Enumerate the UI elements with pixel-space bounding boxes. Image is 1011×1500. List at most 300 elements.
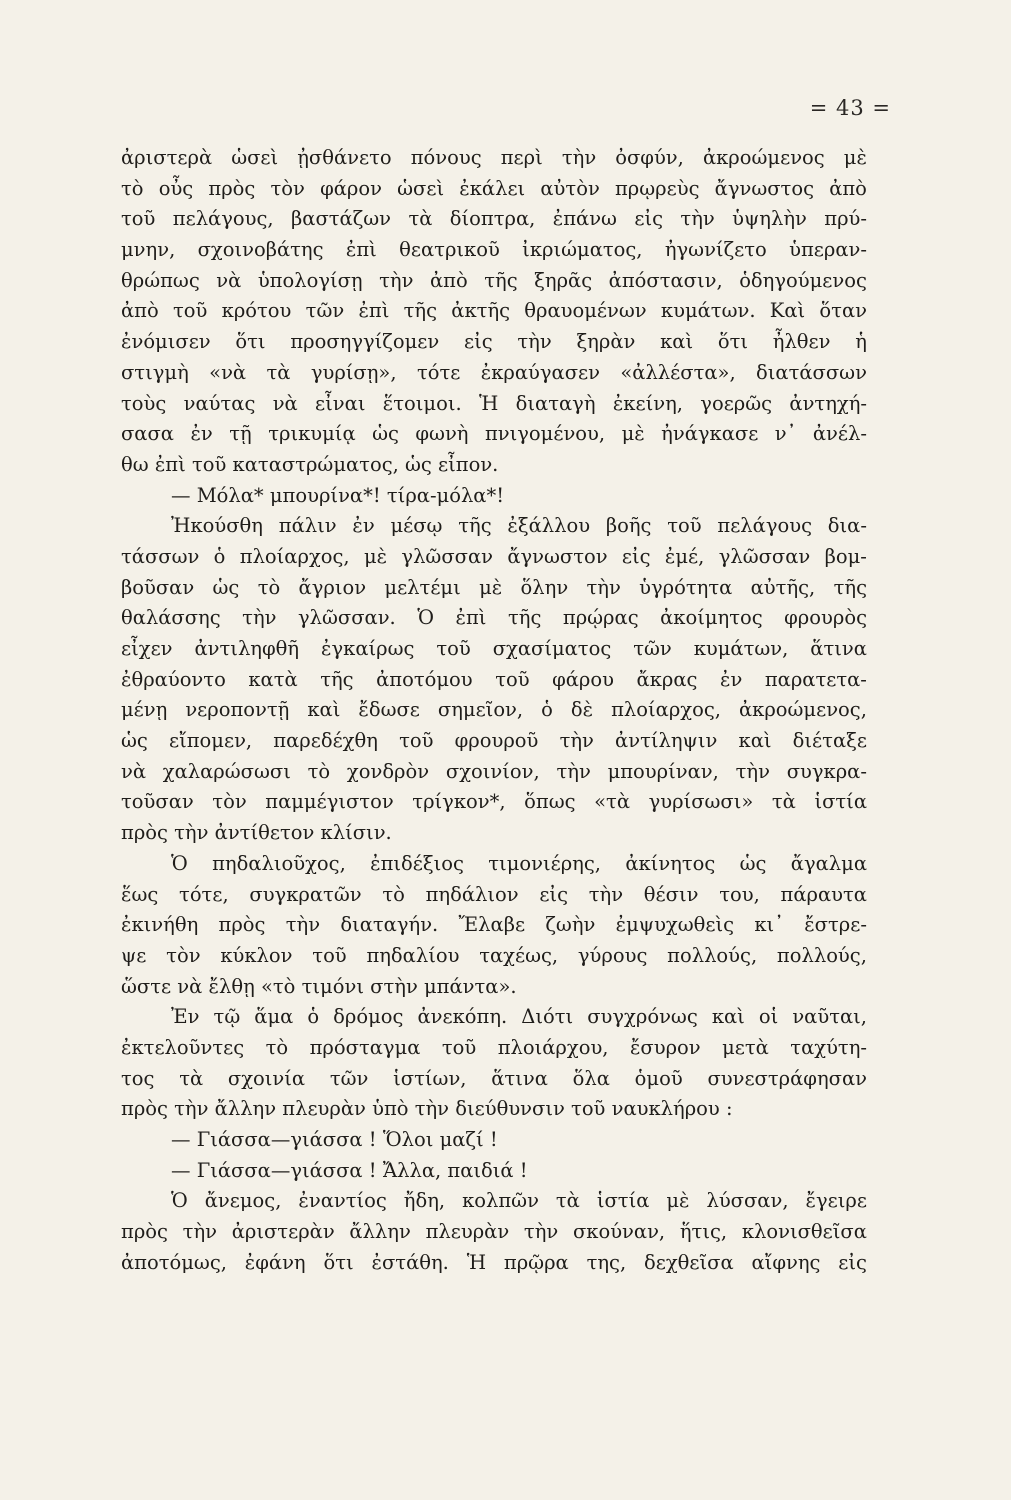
word: τὸ (121, 176, 144, 200)
word: συγχρόνως (587, 1005, 698, 1029)
word: τῆς (458, 514, 492, 538)
word: ἀπόστασιν, (608, 268, 723, 292)
word: εἶναι (315, 391, 366, 415)
word: τὴν (680, 207, 715, 231)
word: Ἐν (171, 1005, 200, 1029)
word: ἕτοιμοι. (382, 391, 462, 415)
word: ὀσφύν, (615, 146, 684, 169)
word: νὰ (272, 391, 298, 415)
word: ὅπως (524, 790, 576, 814)
word: ἦλθεν (772, 330, 831, 354)
word: θρώπως (121, 268, 200, 292)
word: ἥτις, (679, 1220, 728, 1244)
word: πρῳρεὺς (614, 176, 700, 200)
word: πρῷρα (503, 1250, 569, 1274)
word: χαλαρώσωσι (162, 759, 291, 783)
text-line (121, 665, 867, 696)
word: ἀποτόμως, (121, 1250, 227, 1274)
word: δια- (827, 514, 867, 538)
word: τιμονιέρης, (488, 851, 601, 875)
word: ἀντιληφθῆ (194, 637, 300, 660)
word: ἀκροώμενος (702, 146, 825, 169)
text-line (121, 1064, 867, 1095)
word: πάραυτα (780, 882, 867, 906)
word: μένῃ (121, 698, 168, 722)
word: ἀντηχή- (789, 391, 867, 415)
word: ᾐσθάνετο (297, 146, 392, 169)
word: τοῦ (667, 514, 702, 538)
word: ἐκείνη, (612, 391, 683, 415)
word: οὖς (158, 176, 194, 200)
word: πάλιν (278, 514, 337, 538)
word: ἀκίνητος (625, 851, 716, 875)
word: ἐφάνη (244, 1250, 306, 1274)
text-line: πρὸς τὴν ἄλλην πλευρὰν ὑπὸ τὴν διεύθυνσιν τοῦ ναυκλήρου : (121, 1097, 733, 1121)
word: καὶ (711, 1005, 745, 1029)
word: νὰ (216, 268, 242, 292)
word: διαταγήν. (340, 913, 439, 937)
word: αὐτὸν (540, 176, 600, 200)
word: ἐναντίος (298, 1189, 387, 1213)
word: ἐν (352, 514, 375, 538)
text-line (121, 757, 867, 788)
body-text (121, 143, 867, 1278)
word: τὸ (382, 882, 405, 906)
text-line (121, 910, 867, 941)
word: διέταξε (792, 729, 867, 753)
word: μέσῳ (390, 514, 443, 538)
text-line (121, 880, 867, 911)
word: ἄγριον (298, 575, 367, 599)
word: κυμάτων, (693, 637, 789, 660)
word: ὁδηγούμενος (739, 268, 867, 292)
word: πελάγους, (172, 207, 274, 231)
word: τὰ (771, 790, 796, 814)
word: τοῦ (172, 299, 208, 323)
word: βοῦσαν (121, 575, 195, 599)
word: παρατετα- (764, 667, 867, 691)
word: κλονισθεῖσα (741, 1220, 867, 1244)
word: τὴν (735, 759, 770, 783)
word: τάσσων (121, 544, 200, 568)
word: χονδρὸν (346, 759, 430, 783)
dialogue-line: — Γιάσσα—γιάσσα ! Ὅλοι μαζί ! (171, 1128, 498, 1151)
word: γυρίσῃ», (310, 360, 397, 384)
word: ἐπὶ (358, 299, 390, 323)
word: φάρου (552, 667, 614, 691)
word: ἀριστερὰ (121, 146, 213, 169)
word: καὶ (660, 330, 694, 354)
word: συνεστράφησαν (707, 1066, 867, 1090)
word: μὲ (843, 146, 867, 169)
word: τὴν (379, 268, 414, 292)
word: τὸ (307, 759, 331, 783)
word: Ἡ (466, 1250, 487, 1274)
word: τῶν (633, 637, 672, 660)
word: τοῦ (441, 1035, 477, 1059)
word: πελάγους (717, 514, 813, 538)
word: ἐκάλει (459, 176, 526, 200)
word: ὅτι (323, 1250, 354, 1274)
word: ὑγρότητα (639, 575, 733, 599)
word: κύκλον (220, 943, 293, 967)
word: ἐπιδέξιος (370, 851, 464, 875)
word: τοῦ (436, 637, 471, 660)
word: ἐστάθη. (371, 1250, 449, 1274)
word: τοῦσαν (121, 790, 194, 814)
word: ὑπεραν- (789, 238, 867, 262)
word: τὴν (285, 913, 321, 937)
word: ἀπὸ (121, 299, 159, 323)
word: ἐπάνω (552, 207, 617, 231)
text-line (121, 695, 867, 726)
word: μνην, (121, 238, 176, 262)
text-line (121, 204, 867, 235)
text-line: ὥστε νὰ ἔλθῃ «τὸ τιμόνι στὴν μπάντα». (121, 974, 517, 998)
word: Ὁ (171, 1189, 188, 1213)
text-line (121, 1248, 867, 1279)
word: ὅτι (235, 330, 266, 354)
word: ἐμέ, (664, 544, 705, 568)
word: ἱστία (814, 790, 867, 814)
word: τὴν (588, 882, 624, 906)
word: ξηρὰν (576, 330, 636, 354)
word: ὑπολογίσῃ (257, 268, 363, 292)
text-line (121, 542, 867, 573)
word: πρὸς (218, 913, 266, 937)
word: τῇ (229, 422, 252, 446)
word: πρὸς (208, 176, 256, 200)
word: ξηρᾶς (534, 268, 593, 292)
word: ἄλλην (349, 1220, 411, 1244)
dialogue-line: — Γιάσσα—γιάσσα ! Ἄλλα, παιδιά ! (171, 1158, 528, 1182)
word: αἴφνης (751, 1250, 821, 1274)
text-line (121, 419, 867, 450)
word: μελτέμι (384, 575, 461, 599)
word: σημεῖον, (437, 698, 524, 722)
word: τὴν (586, 575, 621, 599)
word: πολλούς, (667, 943, 758, 967)
text-line (121, 143, 867, 174)
word: ἱστίων, (393, 1066, 467, 1090)
word: τὰ (408, 207, 433, 231)
word: ὁ (213, 544, 226, 568)
word: πρῴρας (562, 606, 639, 630)
word: διατάσσων (756, 360, 867, 384)
word: «νὰ (209, 360, 247, 384)
word: ἔσυρον (629, 1035, 701, 1059)
text-line (121, 327, 867, 358)
text-line (121, 296, 867, 327)
word: βοῆς (605, 514, 652, 538)
word: τῆς (320, 667, 354, 691)
word: πλοίαρχος, (239, 544, 350, 568)
word: πλοιάρχου, (497, 1035, 609, 1059)
word: τὸ (257, 575, 281, 599)
word: ζωὴν (545, 913, 596, 937)
word: δὲ (570, 698, 594, 722)
word: τῷ (213, 1005, 241, 1029)
word: μπουρίναν, (607, 759, 719, 783)
word: ὡς (372, 422, 399, 446)
word: ἄγνωστον (507, 544, 608, 568)
word: ἤδη, (403, 1189, 446, 1213)
word: τοῦ (121, 207, 156, 231)
word: συγκρατῶν (249, 882, 362, 906)
word: τῶν (305, 299, 345, 323)
word: ἄγαλμα (790, 851, 867, 875)
word: τὴν (559, 729, 594, 753)
word: θεατρικοῦ (399, 238, 500, 262)
word: ἐπὶ (455, 606, 487, 630)
text-line (121, 1033, 867, 1064)
text-line (121, 1002, 867, 1033)
word: του, (719, 882, 760, 906)
word: τῆς (833, 575, 867, 599)
word: τὴν (556, 759, 591, 783)
word: πηδαλίου (366, 943, 460, 967)
word: κι᾽ (754, 913, 784, 937)
text-line (121, 266, 867, 297)
word: ἀποτόμου (376, 667, 473, 691)
word: τος (121, 1066, 155, 1090)
word: φωνὴ (415, 422, 469, 446)
word: σχοινοβάτης (197, 238, 324, 262)
word: της, (586, 1250, 627, 1274)
word: παμμέγιστον (265, 790, 394, 814)
word: τῶν (329, 1066, 369, 1090)
word: τὴν (523, 1220, 559, 1244)
word: ὡς (739, 851, 767, 875)
word: τὸν (270, 176, 305, 200)
word: τῆς (507, 606, 542, 630)
word: τὸν (166, 943, 201, 967)
word: νεροποντῇ (185, 698, 290, 722)
word: σκούναν, (572, 1220, 666, 1244)
word: δρόμος (333, 1005, 404, 1029)
word: τότε, (179, 882, 229, 906)
word: ὑψηλὴν (732, 207, 807, 231)
word: «ἀλλέστα», (620, 360, 736, 384)
word: τὴν (517, 330, 552, 354)
word: ὅταν (819, 299, 867, 323)
word: καὶ (738, 729, 772, 753)
word: τὴν (561, 146, 597, 169)
text-line (121, 174, 867, 205)
word: πολλούς, (776, 943, 867, 967)
word: τῆς (484, 268, 518, 292)
word: ἡ (855, 330, 867, 354)
text-line (121, 726, 867, 757)
page-number: = 43 = (809, 96, 891, 120)
word: κρότου (221, 299, 292, 323)
word: φρουροῦ (454, 729, 539, 753)
word: ἐκινήθη (121, 913, 199, 937)
word: ἐγκαίρως (321, 637, 415, 660)
word: κολπῶν (462, 1189, 539, 1213)
word: φάρον (320, 176, 382, 200)
text-line (121, 235, 867, 266)
word: ἀκροώμενος, (738, 698, 867, 722)
word: Ἠκούσθη (171, 514, 263, 538)
text-line (121, 573, 867, 604)
word: ἀκτῆς (451, 299, 511, 323)
word: βαστάζων (291, 207, 392, 231)
word: τῆς (403, 299, 438, 323)
word: ν᾽ (774, 422, 797, 446)
word: ἱστία (596, 1189, 650, 1213)
word: κυμάτων. (660, 299, 756, 323)
word: ἐκτελοῦντες (121, 1035, 245, 1059)
text-line (121, 941, 867, 972)
word: εἰς (634, 207, 664, 231)
word: περὶ (500, 146, 543, 169)
word: Ὁ (417, 606, 435, 630)
word: ἀνεκόπη. (417, 1005, 508, 1029)
word: ὡσεὶ (231, 146, 279, 169)
word: τὴν (182, 1220, 217, 1244)
word: τοῦ (399, 729, 434, 753)
word: ὡσεὶ (397, 176, 445, 200)
word: τὸ (265, 1035, 289, 1059)
text-line (121, 389, 867, 420)
word: ναύτας (183, 391, 256, 415)
word: βομ- (824, 544, 867, 568)
word: ψε (121, 943, 147, 967)
word: θαλάσσης (121, 606, 221, 630)
word: ἠνάγκασε (661, 422, 759, 446)
word: σχοινία (227, 1066, 306, 1090)
word: σασα (121, 422, 174, 446)
word: κατὰ (248, 667, 298, 691)
word: ἔγειρε (805, 1189, 867, 1213)
dialogue-line: — Μόλα* μπουρίνα*! τίρα-μόλα*! (171, 483, 505, 507)
text-line: πρὸς τὴν ἀντίθετον κλίσιν. (121, 821, 392, 845)
word: ἐν (190, 422, 213, 446)
word: «τὰ (594, 790, 631, 814)
word: ὅλην (520, 575, 569, 599)
text-line: θω ἐπὶ τοῦ καταστρώματος, ὡς εἶπον. (121, 452, 499, 476)
word: εἰς (463, 330, 493, 354)
word: μετὰ (722, 1035, 769, 1059)
word: ταχύτη- (790, 1035, 867, 1059)
text-line (121, 511, 867, 542)
word: γλῶσσαν (401, 544, 493, 568)
word: ταχέως, (479, 943, 559, 967)
word: ὁ (307, 1005, 320, 1029)
word: ὡς (121, 729, 148, 753)
word: δίοπτρα, (449, 207, 536, 231)
word: ἀπὸ (829, 176, 867, 200)
word: πόνους (410, 146, 482, 169)
word: σχοινίον, (445, 759, 540, 783)
word: τὴν (242, 606, 277, 630)
text-line (121, 603, 867, 634)
word: εἰς (838, 1250, 867, 1274)
word: τρικυμίᾳ (268, 422, 356, 446)
word: τὰ (179, 1066, 204, 1090)
text-line (121, 1186, 867, 1217)
word: τοὺς (121, 391, 167, 415)
word: πηδάλιον (425, 882, 519, 906)
word: Διότι (521, 1005, 574, 1029)
word: πλοίαρχος, (611, 698, 721, 722)
word: τὰ (555, 1189, 580, 1213)
word: πρόσταγμα (309, 1035, 421, 1059)
text-line (121, 787, 867, 818)
text-line (121, 634, 867, 665)
word: οἱ (758, 1005, 779, 1029)
word: αὐτῆς, (750, 575, 816, 599)
word: ἄγνωστος (714, 176, 815, 200)
word: ἀκοίμητος (660, 606, 763, 630)
word: ἐκραύγασεν (480, 360, 600, 384)
word: μὲ (363, 544, 388, 568)
word: εἰς (621, 544, 651, 568)
word: πρύ- (824, 207, 867, 231)
word: γυρίσωσι» (648, 790, 754, 814)
word: φρουρὸς (784, 606, 867, 630)
word: γλῶσσαν. (298, 606, 396, 630)
word: γύρους (577, 943, 648, 967)
word: ἅτινα (491, 1066, 548, 1090)
word: ἕως (121, 882, 159, 906)
word: ἔστρε- (804, 913, 867, 937)
word: εἴπομεν, (168, 729, 253, 753)
word: πηδαλιοῦχος, (212, 851, 346, 875)
word: εἰς (539, 882, 568, 906)
word: πρὸς (121, 1220, 168, 1244)
word: ἀνέλ- (812, 422, 867, 446)
word: ἐπὶ (345, 238, 377, 262)
word: ναῦται, (792, 1005, 867, 1029)
word: ἠγωνίζετο (664, 238, 767, 262)
word: ἐμψυχωθεὶς (615, 913, 735, 937)
word: ἔδωσε (358, 698, 420, 722)
word: γλῶσσαν (718, 544, 811, 568)
word: προσηγγίζομεν (290, 330, 440, 354)
word: καὶ (307, 698, 341, 722)
word: τρίγκον*, (412, 790, 506, 814)
word: πνιγομένου, (484, 422, 606, 446)
word: στιγμὴ (121, 360, 189, 384)
word: τὰ (266, 360, 291, 384)
word: ἐξάλλου (507, 514, 591, 538)
word: ἀριστερὰν (231, 1220, 335, 1244)
word: Ἔλαβε (458, 913, 526, 937)
word: Καὶ (769, 299, 806, 323)
word: ἀντίληψιν (615, 729, 718, 753)
word: Ἡ (479, 391, 499, 415)
word: εἶχεν (121, 637, 173, 660)
word: ἅμα (254, 1005, 294, 1029)
word: ὡς (212, 575, 240, 599)
text-line (121, 358, 867, 389)
word: ὁ (541, 698, 553, 722)
word: τὸν (212, 790, 247, 814)
text-line (121, 849, 867, 880)
word: διαταγὴ (515, 391, 596, 415)
text-line (121, 1217, 867, 1248)
word: ὅτι (717, 330, 749, 354)
word: τοῦ (312, 943, 347, 967)
word: νὰ (121, 759, 147, 783)
word: σχασίματος (492, 637, 612, 660)
word: πλευρὰν (425, 1220, 510, 1244)
word: θέσιν (643, 882, 699, 906)
word: ἐνόμισεν (121, 330, 211, 354)
word: τοῦ (495, 667, 530, 691)
